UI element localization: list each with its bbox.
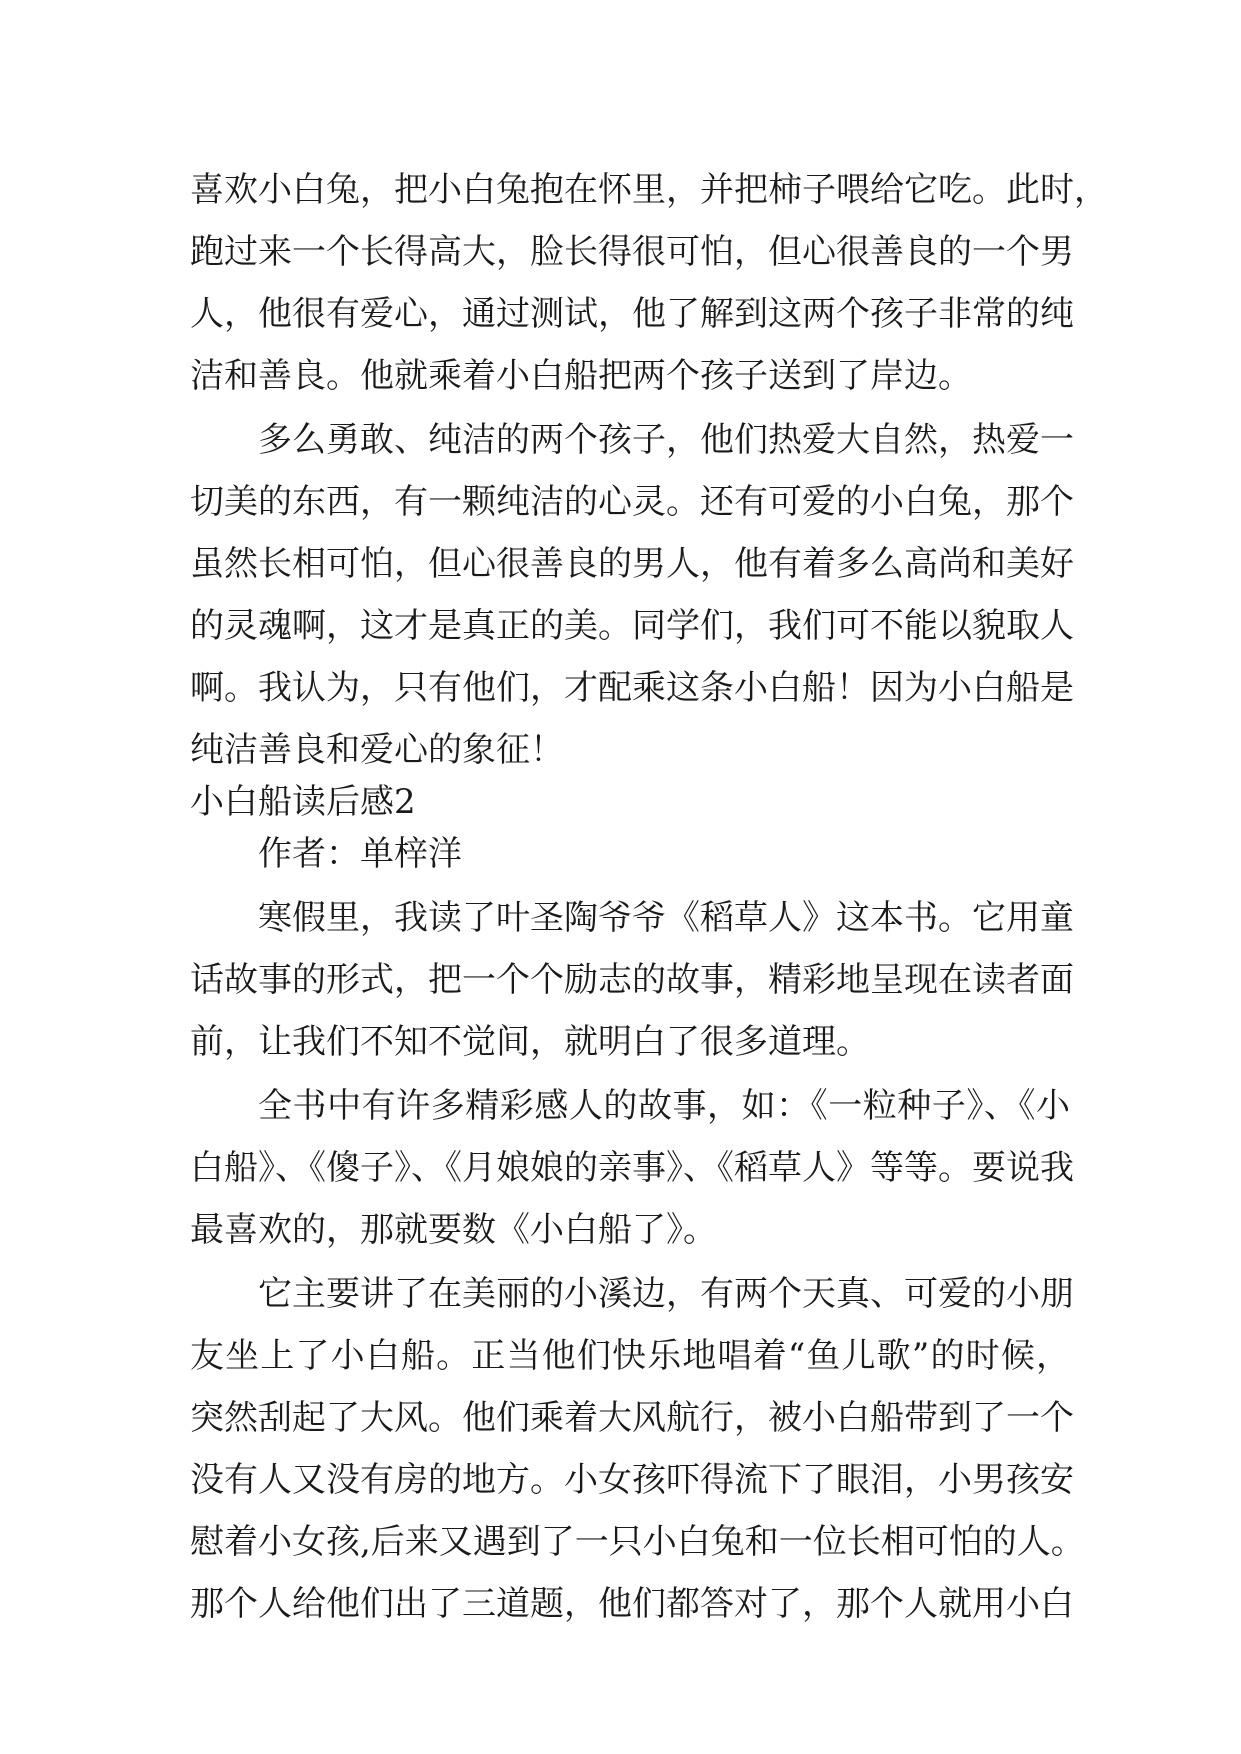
paragraph-first-line: 全书中有许多精彩感人的故事，如：《一粒种子》、《小 <box>258 1086 1070 1126</box>
text-line: 切美的东西，有一颗纯洁的心灵。还有可爱的小白兔，那个 <box>190 482 1074 522</box>
text-line: 虽然长相可怕，但心很善良的男人，他有着多么高尚和美好 <box>190 544 1074 584</box>
text-line: 友坐上了小白船。正当他们快乐地唱着“鱼儿歌”的时候， <box>190 1336 1070 1376</box>
section-heading: 小白船读后感2 <box>190 782 416 822</box>
text-line: 最喜欢的，那就要数《小白船了》。 <box>190 1210 717 1250</box>
text-line: 慰着小女孩,后来又遇到了一只小白兔和一位长相可怕的人。 <box>190 1522 1085 1562</box>
text-line: 啊。我认为，只有他们，才配乘这条小白船！因为小白船是 <box>190 668 1074 708</box>
text-line: 没有人又没有房的地方。小女孩吓得流下了眼泪，小男孩安 <box>190 1460 1074 1500</box>
text-line: 那个人给他们出了三道题，他们都答对了，那个人就用小白 <box>190 1584 1074 1624</box>
paragraph-first-line: 它主要讲了在美丽的小溪边，有两个天真、可爱的小朋 <box>258 1274 1074 1314</box>
text-line: 洁和善良。他就乘着小白船把两个孩子送到了岸边。 <box>190 356 972 396</box>
text-line: 跑过来一个长得高大，脸长得很可怕，但心很善良的一个男 <box>190 232 1074 272</box>
text-line: 纯洁善良和爱心的象征！ <box>190 730 564 770</box>
text-line: 前，让我们不知不觉间，就明白了很多道理。 <box>190 1022 870 1062</box>
paragraph-first-line: 多么勇敢、纯洁的两个孩子，他们热爱大自然，热爱一 <box>258 420 1074 460</box>
text-line: 话故事的形式，把一个个励志的故事，精彩地呈现在读者面 <box>190 960 1074 1000</box>
text-line: 喜欢小白兔，把小白兔抱在怀里，并把柿子喂给它吃。此时， <box>190 170 1108 210</box>
text-line: 突然刮起了大风。他们乘着大风航行，被小白船带到了一个 <box>190 1398 1074 1438</box>
text-line: 白船》、《傻子》、《月娘娘的亲事》、《稻草人》等等。要说我 <box>190 1148 1074 1188</box>
text-line: 的灵魂啊，这才是真正的美。同学们，我们可不能以貌取人 <box>190 606 1074 646</box>
author-line: 作者：单梓洋 <box>258 834 462 874</box>
paragraph-first-line: 寒假里，我读了叶圣陶爷爷《稻草人》这本书。它用童 <box>258 898 1074 938</box>
text-line: 人，他很有爱心，通过测试，他了解到这两个孩子非常的纯 <box>190 294 1074 334</box>
